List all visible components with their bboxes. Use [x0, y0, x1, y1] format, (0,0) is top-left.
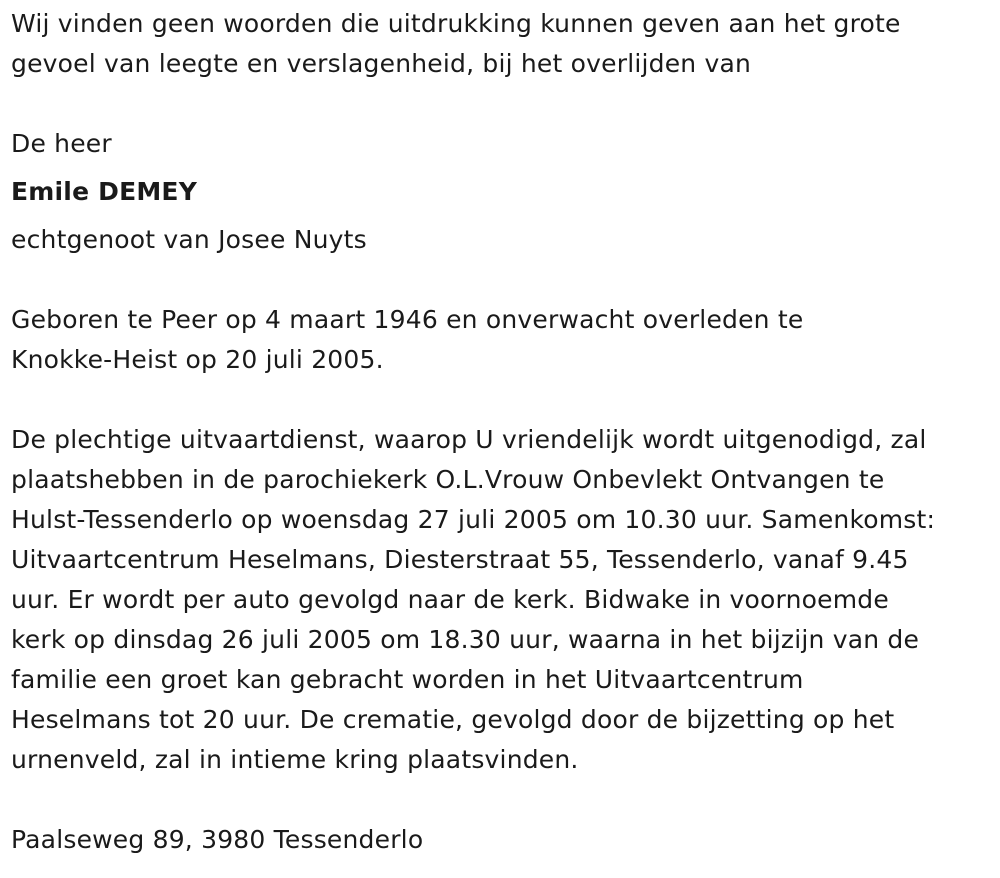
- service-line: Hulst-Tessenderlo op woensdag 27 juli 2005 om 10.30 uur. Samenkomst:: [11, 505, 936, 534]
- home-address: Paalseweg 89, 3980 Tessenderlo: [11, 825, 424, 854]
- birth-death-line-2: Knokke-Heist op 20 juli 2005.: [11, 345, 384, 374]
- intro-line-2: gevoel van leegte en verslagenheid, bij het overlijden van: [11, 49, 752, 78]
- spacer: [11, 84, 991, 124]
- spacer: [11, 260, 991, 300]
- service-line: uur. Er wordt per auto gevolgd naar de kerk. Bidwake in voornoemde: [11, 585, 889, 614]
- spouse-relation: echtgenoot van Josee Nuyts: [11, 225, 367, 254]
- service-line: De plechtige uitvaartdienst, waarop U vriendelijk wordt uitgenodigd, zal: [11, 425, 927, 454]
- birth-death-line-1: Geboren te Peer op 4 maart 1946 en onverwacht overleden te: [11, 305, 804, 334]
- deceased-name: Emile DEMEY: [11, 177, 198, 206]
- service-line: plaatshebben in de parochiekerk O.L.Vrouw Onbevlekt Ontvangen te: [11, 465, 885, 494]
- salutation: De heer: [11, 129, 112, 158]
- spacer: [11, 780, 991, 820]
- service-line: familie een groet kan gebracht worden in het Uitvaartcentrum: [11, 665, 804, 694]
- service-line: Heselmans tot 20 uur. De crematie, gevolgd door de bijzetting op het: [11, 705, 895, 734]
- service-line: urnenveld, zal in intieme kring plaatsvinden.: [11, 745, 579, 774]
- obituary-notice: [11, 4, 991, 860]
- spacer: [11, 380, 991, 420]
- intro-line-1: Wij vinden geen woorden die uitdrukking kunnen geven aan het grote: [11, 9, 901, 38]
- service-line: kerk op dinsdag 26 juli 2005 om 18.30 uur, waarna in het bijzijn van de: [11, 625, 920, 654]
- service-line: Uitvaartcentrum Heselmans, Diesterstraat 55, Tessenderlo, vanaf 9.45: [11, 545, 909, 574]
